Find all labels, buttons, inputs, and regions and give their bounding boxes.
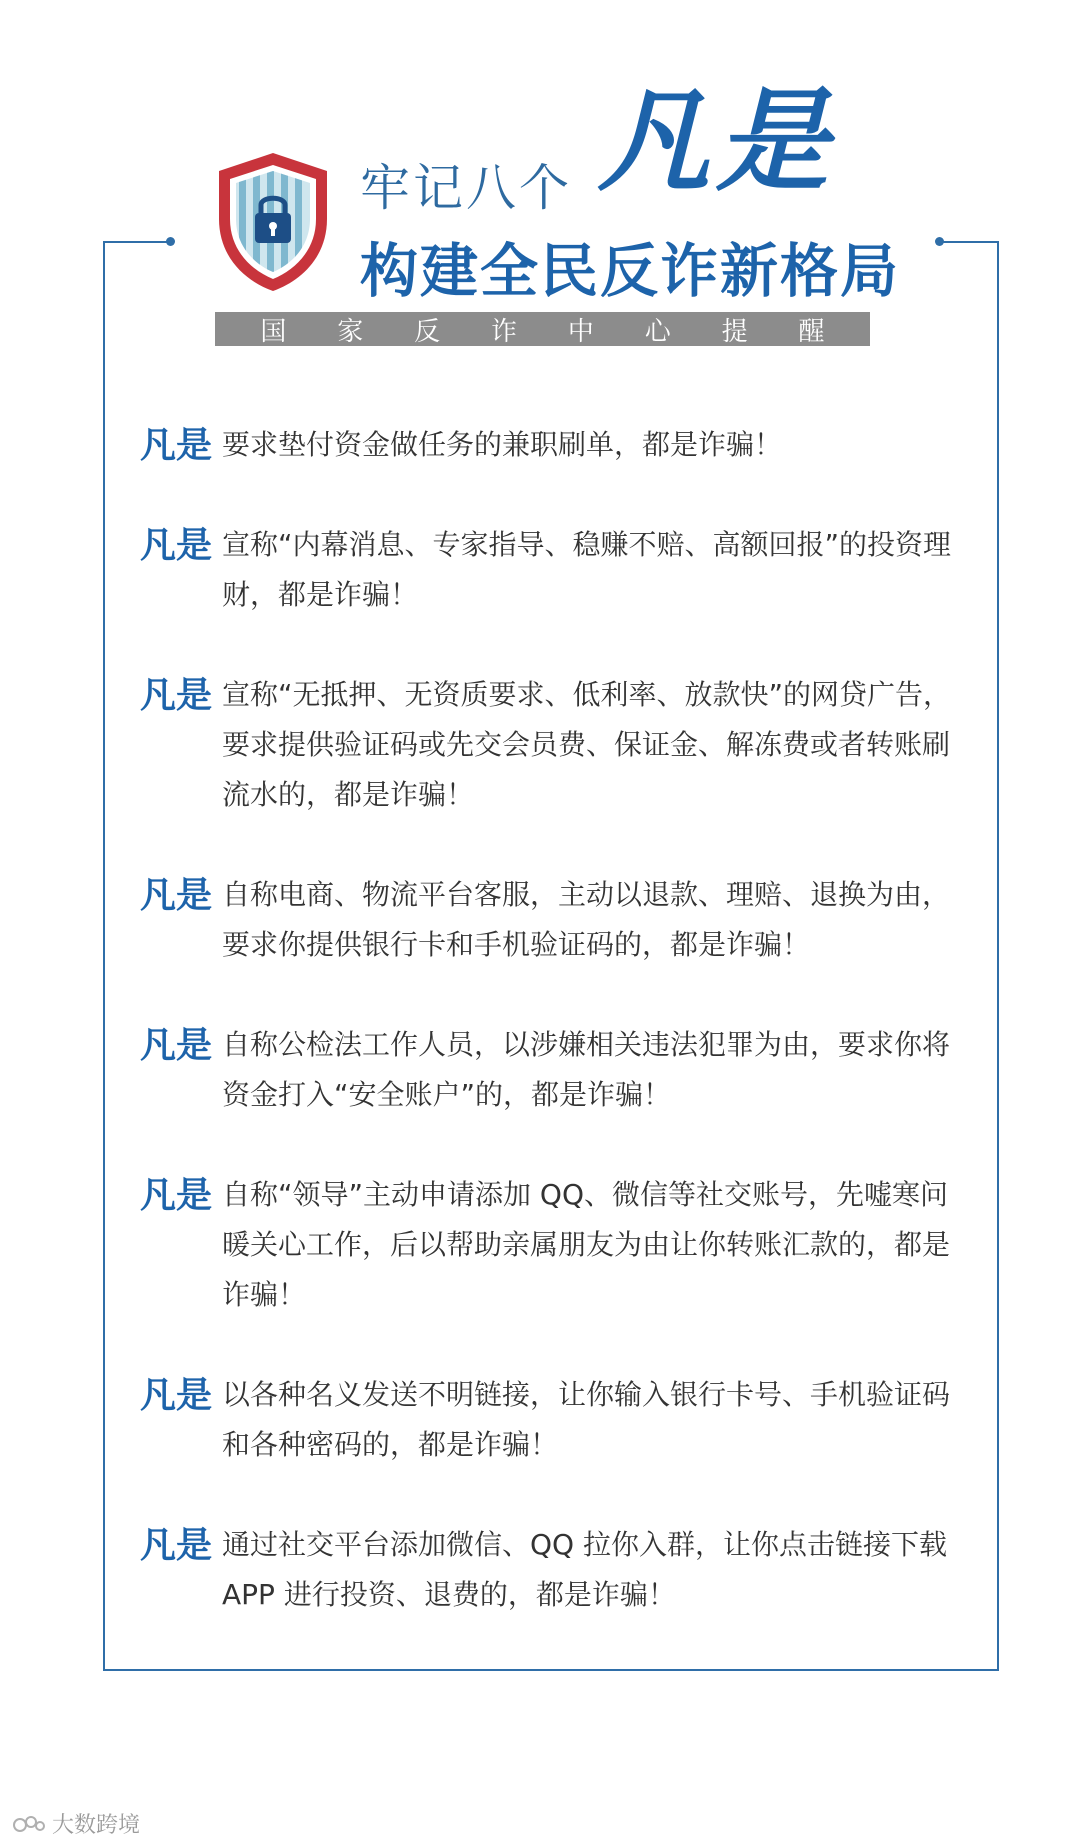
reminder-list — [140, 420, 960, 1620]
watermark — [12, 1808, 140, 1839]
list-item — [140, 1370, 960, 1470]
list-item — [140, 420, 960, 470]
banner-char: 国 — [260, 316, 287, 347]
frame-top-right — [938, 241, 999, 243]
item-label: 凡是 — [140, 1524, 213, 1566]
list-item — [140, 870, 960, 970]
item-text: 宣称“无抵押、无资质要求、低利率、放款快”的网贷广告，要求提供验证码或先交会员费、保证金、解冻费或者转账刷流水的，都是诈骗！ — [222, 678, 952, 811]
item-text: 宣称“内幕消息、专家指导、稳赚不赔、高额回报”的投资理财，都是诈骗！ — [222, 528, 952, 611]
banner-char: 醒 — [798, 316, 825, 347]
frame-dot-left — [166, 237, 175, 246]
item-text: 要求垫付资金做任务的兼职刷单，都是诈骗！ — [222, 428, 783, 461]
watermark-text: 大数跨境 — [52, 1813, 141, 1838]
banner-char: 心 — [644, 316, 671, 347]
item-text: 自称公检法工作人员，以涉嫌相关违法犯罪为由，要求你将资金打入“安全账户”的，都是诈骗！ — [222, 1028, 951, 1111]
item-text: 自称电商、物流平台客服，主动以退款、理赔、退换为由，要求你提供银行卡和手机验证码的，都是诈骗！ — [222, 878, 951, 961]
list-item — [140, 1520, 960, 1620]
banner-char: 反 — [414, 316, 441, 347]
frame-top-left — [103, 241, 171, 243]
item-label: 凡是 — [140, 674, 213, 716]
list-item — [140, 1020, 960, 1120]
banner-char: 家 — [337, 316, 364, 347]
title-line1: 牢记八个 — [360, 159, 572, 217]
banner-char: 诈 — [491, 316, 518, 347]
item-text: 通过社交平台添加微信、QQ 拉你入群，让你点击链接下载 APP 进行投资、退费的，都是诈骗！ — [222, 1528, 947, 1611]
banner-char: 中 — [567, 316, 594, 347]
watermark-logo-icon — [12, 1813, 46, 1835]
item-label: 凡是 — [140, 1024, 213, 1066]
item-label: 凡是 — [140, 1374, 213, 1416]
item-text: 以各种名义发送不明链接，让你输入银行卡号、手机验证码和各种密码的，都是诈骗！ — [222, 1378, 951, 1461]
list-item — [140, 1170, 960, 1320]
list-item — [140, 520, 960, 620]
item-text: 自称“领导”主动申请添加 QQ、微信等社交账号，先嘘寒问暖关心工作，后以帮助亲属朋友为由让你转账汇款的，都是诈骗！ — [222, 1178, 951, 1311]
item-label: 凡是 — [140, 1174, 213, 1216]
list-item — [140, 670, 960, 820]
title-line2: 构建全民反诈新格局 — [360, 237, 901, 305]
frame-dot-right — [935, 237, 944, 246]
item-label: 凡是 — [140, 874, 213, 916]
title-big: 凡是 — [598, 76, 834, 207]
item-label: 凡是 — [140, 424, 213, 466]
banner-char: 提 — [721, 316, 748, 347]
item-label: 凡是 — [140, 524, 213, 566]
